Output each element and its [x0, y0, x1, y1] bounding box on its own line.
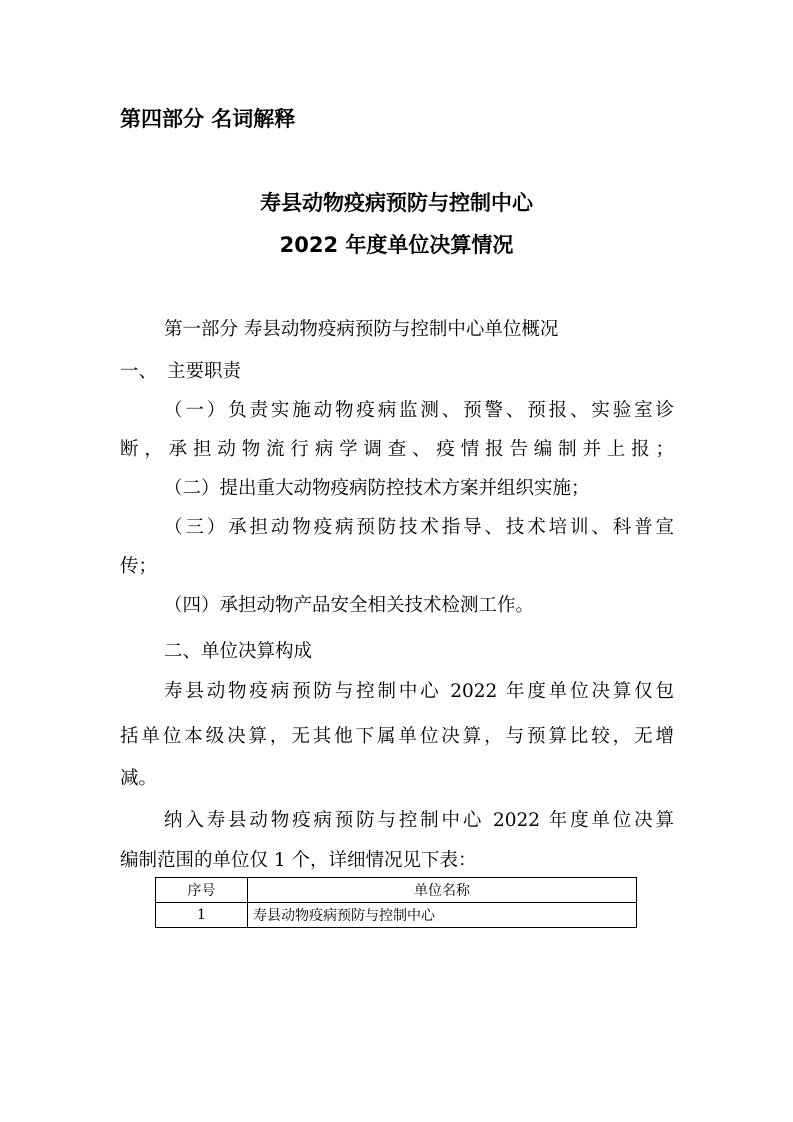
duty-item-4: （四）承担动物产品安全相关技术检测工作。 — [164, 595, 535, 616]
unit-table — [155, 877, 637, 928]
duty-item-3-line-1: （三）承担动物疫病预防技术指导、技术培训、科普宣 — [164, 517, 674, 538]
composition-para-2-line-1: 纳入寿县动物疫病预防与控制中心 2022 年度单位决算 — [164, 810, 674, 831]
table-row — [156, 903, 637, 928]
table-header-row — [156, 878, 637, 903]
duty-item-1-line-1: （一）负责实施动物疫病监测、预警、预报、实验室诊 — [164, 400, 674, 421]
duties-heading-number: 一、 — [120, 361, 158, 382]
composition-heading: 二、单位决算构成 — [164, 641, 313, 662]
section-heading: 第四部分 名词解释 — [120, 107, 296, 131]
table-header-cell: 单位名称 — [248, 878, 637, 903]
composition-para-1-line-2: 括单位本级决算，无其他下属单位决算，与预算比较，无增 — [120, 726, 674, 747]
duty-item-1-line-2: 断，承担动物流行病学调查、疫情报告编制并上报； — [120, 439, 674, 460]
duty-item-2: （二）提出重大动物疫病防控技术方案并组织实施； — [164, 478, 590, 499]
duties-heading-text: 主要职责 — [167, 361, 242, 382]
table-header-cell: 序号 — [156, 878, 248, 903]
duty-item-3-line-2: 传； — [120, 556, 158, 577]
table-cell: 1 — [156, 903, 248, 928]
document-title-line-1: 寿县动物疫病预防与控制中心 — [260, 191, 533, 215]
composition-para-1-line-3: 减。 — [120, 768, 158, 789]
table-cell: 寿县动物疫病预防与控制中心 — [248, 903, 637, 928]
composition-para-1-line-1: 寿县动物疫病预防与控制中心 2022 年度单位决算仅包 — [164, 681, 674, 702]
composition-para-2-line-2: 编制范围的单位仅 1 个，详细情况见下表： — [120, 850, 477, 871]
duties-heading — [120, 357, 241, 383]
part-one-heading: 第一部分 寿县动物疫病预防与控制中心单位概况 — [164, 319, 559, 340]
document-title-line-2: 2022 年度单位决算情况 — [279, 233, 514, 257]
